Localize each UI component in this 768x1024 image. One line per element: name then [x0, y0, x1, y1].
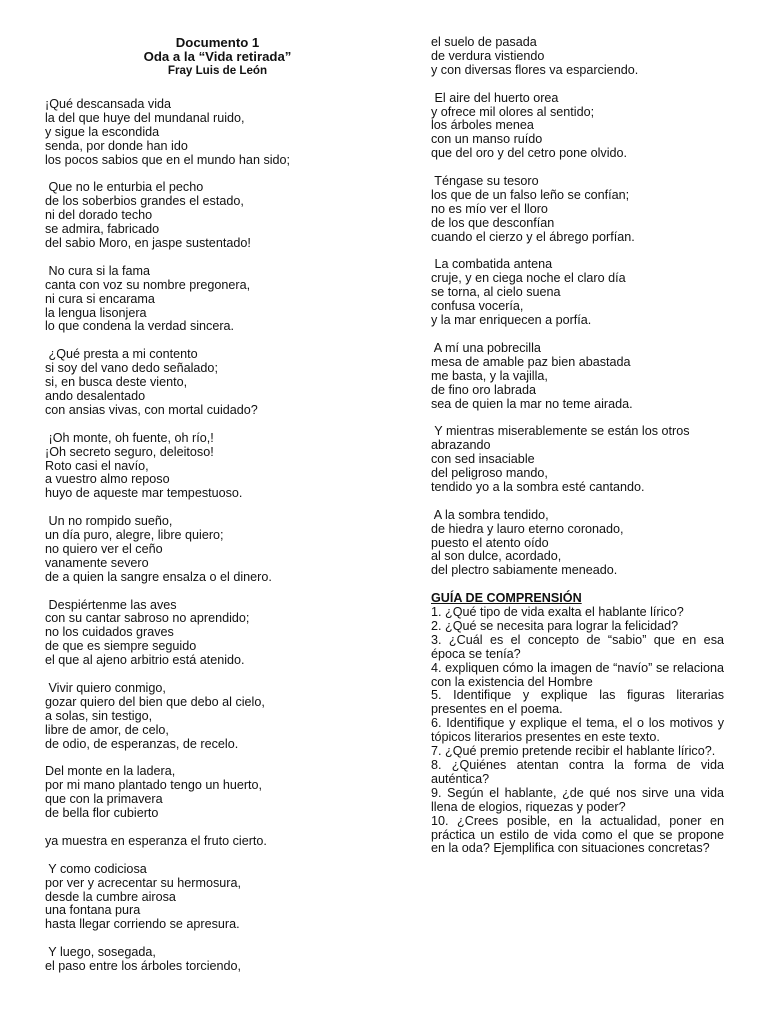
- poem-line: Un no rompido sueño,: [45, 514, 173, 529]
- poem-stanza: [431, 36, 724, 78]
- left-column: [45, 36, 375, 988]
- poem-line: se torna, al cielo suena: [431, 285, 561, 300]
- poem-author: Fray Luis de León: [167, 64, 268, 77]
- poem-line: Y como codiciosa: [45, 861, 147, 876]
- poem-line: los árboles menea: [431, 118, 534, 133]
- poem-line: ¡Oh secreto seguro, deleitoso!: [45, 444, 214, 459]
- poem-line: No cura si la fama: [45, 263, 150, 278]
- poem-stanza: [45, 348, 375, 418]
- poem-title: Oda a la “Vida retirada”: [143, 49, 292, 64]
- poem-line: cruje, y en ciega noche el claro día: [431, 271, 626, 286]
- poem-stanza: [45, 432, 375, 502]
- poem-line: que del oro y del cetro pone olvido.: [431, 146, 628, 161]
- poem-left-part: [45, 98, 375, 974]
- poem-line: y con diversas flores va esparciendo.: [431, 62, 639, 77]
- poem-line: el que al ajeno arbitrio está atenido.: [45, 653, 245, 668]
- poem-line: abrazando: [431, 438, 491, 453]
- poem-line: Roto casi el navío,: [45, 458, 149, 473]
- poem-line: ¡Oh monte, oh fuente, oh río,!: [45, 430, 214, 445]
- poem-line: no quiero ver el ceño: [45, 541, 163, 556]
- poem-line: por ver y acrecentar su hermosura,: [45, 875, 241, 890]
- poem-line: la del que huye del mundanal ruido,: [45, 110, 245, 125]
- poem-line: de los soberbios grandes el estado,: [45, 194, 244, 209]
- poem-stanza: [431, 175, 724, 245]
- guide-question: 4. expliquen cómo la imagen de “navío” se relaciona con la existencia del Hombre: [431, 660, 724, 689]
- poem-line: al son dulce, acordado,: [431, 549, 562, 564]
- poem-stanza: [431, 342, 724, 412]
- poem-line: Del monte en la ladera,: [45, 764, 176, 779]
- poem-line: ni cura si encarama: [45, 291, 155, 306]
- poem-line: Téngase su tesoro: [431, 174, 539, 189]
- poem-line: Que no le enturbia el pecho: [45, 180, 204, 195]
- guide-question: 1. ¿Qué tipo de vida exalta el hablante lírico?: [431, 605, 684, 620]
- poem-line: con su cantar sabroso no aprendido;: [45, 611, 250, 626]
- right-column: [431, 36, 724, 856]
- poem-line: ni del dorado techo: [45, 208, 153, 223]
- guide-question: 8. ¿Quiénes atentan contra la forma de vida auténtica?: [431, 758, 724, 786]
- poem-line: que con la primavera: [45, 792, 163, 807]
- poem-line: huyo de aqueste mar tempestuoso.: [45, 486, 243, 501]
- guide-question: 5. Identifique y explique las figuras literarias presentes en el poema.: [431, 688, 724, 717]
- poem-stanza: [45, 863, 375, 933]
- poem-line: gozar quiero del bien que debo al cielo,: [45, 694, 265, 709]
- poem-line: La combatida antena: [431, 257, 553, 272]
- poem-line: con sed insaciable: [431, 452, 535, 467]
- poem-line: El aire del huerto orea: [431, 90, 559, 105]
- poem-line: A mí una pobrecilla: [431, 340, 541, 355]
- poem-line: cuando el cierzo y el ábrego porfían.: [431, 229, 635, 244]
- poem-stanza: [45, 265, 375, 335]
- poem-line: de fino oro labrada: [431, 382, 537, 397]
- poem-line: ¿Qué presta a mi contento: [45, 347, 198, 362]
- poem-line: de verdura vistiendo: [431, 48, 545, 63]
- poem-line: un día puro, alegre, libre quiero;: [45, 528, 224, 543]
- poem-right-part: [431, 36, 724, 578]
- guide-question: 2. ¿Qué se necesita para lograr la felicidad?: [431, 618, 679, 633]
- poem-stanza: [431, 425, 724, 495]
- document-header: [0, 36, 390, 77]
- poem-line: me basta, y la vajilla,: [431, 368, 548, 383]
- poem-stanza: [431, 509, 724, 579]
- header-spacer: [45, 77, 375, 98]
- poem-stanza: [45, 946, 375, 974]
- poem-line: puesto el atento oído: [431, 535, 549, 550]
- poem-line: sea de quien la mar no teme airada.: [431, 396, 633, 411]
- poem-line: mesa de amable paz bien abastada: [431, 354, 631, 369]
- poem-line: a vuestro almo reposo: [45, 472, 170, 487]
- poem-line: ¡Qué descansada vida: [45, 97, 172, 111]
- poem-line: A la sombra tendido,: [431, 507, 549, 522]
- poem-line: tendido yo a la sombra esté cantando.: [431, 479, 645, 494]
- guide-question: 10. ¿Crees posible, en la actualidad, poner en práctica un estilo de vida como el que se propone en la oda? Ejemplifica con situaciones concretas?: [431, 813, 724, 856]
- poem-line: una fontana pura: [45, 903, 141, 918]
- poem-line: del plectro sabiamente meneado.: [431, 563, 618, 578]
- poem-line: de a quien la sangre ensalza o el dinero.: [45, 569, 272, 584]
- guide-question: 9. Según el hablante, ¿de qué nos sirve una vida llena de elogios, riquezas y poder?: [431, 785, 724, 814]
- guide-question: 6. Identifique y explique el tema, el o los motivos y tópicos literarios presentes en este texto.: [431, 716, 724, 745]
- poem-line: ando desalentado: [45, 388, 146, 403]
- poem-line: a solas, sin testigo,: [45, 708, 153, 723]
- poem-line: con un manso ruído: [431, 132, 543, 147]
- poem-line: por mi mano plantado tengo un huerto,: [45, 778, 263, 793]
- poem-stanza: [45, 599, 375, 669]
- poem-line: de que es siempre seguido: [45, 639, 197, 654]
- poem-line: ya muestra en esperanza el fruto cierto.: [45, 833, 267, 848]
- poem-stanza: [45, 835, 375, 849]
- poem-line: no es mío ver el lloro: [431, 201, 548, 216]
- poem-line: el suelo de pasada: [431, 35, 537, 49]
- poem-line: el paso entre los árboles torciendo,: [45, 959, 242, 974]
- poem-line: vanamente severo: [45, 555, 149, 570]
- poem-line: Y luego, sosegada,: [45, 945, 156, 960]
- poem-stanza: [45, 98, 375, 168]
- poem-line: desde la cumbre airosa: [45, 889, 176, 904]
- poem-line: senda, por donde han ido: [45, 138, 188, 153]
- poem-line: canta con voz su nombre pregonera,: [45, 277, 251, 292]
- poem-stanza: [45, 682, 375, 752]
- guide-question: 3. ¿Cuál es el concepto de “sabio” que en esa época se tenía?: [431, 632, 724, 661]
- document-title: Documento 1: [175, 35, 260, 50]
- poem-line: del sabio Moro, en jaspe sustentado!: [45, 236, 251, 251]
- poem-line: se admira, fabricado: [45, 222, 160, 237]
- poem-line: lo que condena la verdad sincera.: [45, 319, 235, 334]
- poem-line: del peligroso mando,: [431, 466, 548, 481]
- poem-line: y la mar enriquecen a porfía.: [431, 313, 592, 328]
- poem-line: de hiedra y lauro eterno coronado,: [431, 521, 624, 536]
- poem-line: no los cuidados graves: [45, 625, 174, 640]
- poem-line: de los que desconfían: [431, 215, 555, 230]
- poem-line: confusa vocería,: [431, 299, 524, 314]
- poem-stanza: [45, 515, 375, 585]
- poem-line: Vivir quiero conmigo,: [45, 680, 166, 695]
- poem-line: hasta llegar corriendo se apresura.: [45, 917, 240, 932]
- poem-line: y sigue la escondida: [45, 124, 160, 139]
- guide-title: GUÍA DE COMPRENSIÓN: [431, 591, 582, 606]
- poem-stanza: [431, 258, 724, 328]
- comprehension-guide: [431, 592, 724, 856]
- guide-question: 7. ¿Qué premio pretende recibir el hablante lírico?.: [431, 744, 716, 759]
- poem-line: si soy del vano dedo señalado;: [45, 361, 218, 376]
- poem-line: con ansias vivas, con mortal cuidado?: [45, 402, 258, 417]
- poem-line: la lengua lisonjera: [45, 305, 147, 320]
- poem-stanza: [45, 765, 375, 821]
- poem-line: los que de un falso leño se confían;: [431, 187, 630, 202]
- poem-line: los pocos sabios que en el mundo han sido;: [45, 152, 291, 167]
- poem-line: Despiértenme las aves: [45, 597, 177, 612]
- guide-question-list: [431, 606, 724, 856]
- poem-line: y ofrece mil olores al sentido;: [431, 104, 595, 119]
- poem-line: de bella flor cubierto: [45, 806, 159, 821]
- poem-line: de odio, de esperanzas, de recelo.: [45, 736, 239, 751]
- poem-line: Y mientras miserablemente se están los otros: [431, 424, 690, 439]
- poem-stanza: [431, 92, 724, 162]
- poem-line: libre de amor, de celo,: [45, 722, 169, 737]
- poem-line: si, en busca deste viento,: [45, 375, 188, 390]
- poem-stanza: [45, 181, 375, 251]
